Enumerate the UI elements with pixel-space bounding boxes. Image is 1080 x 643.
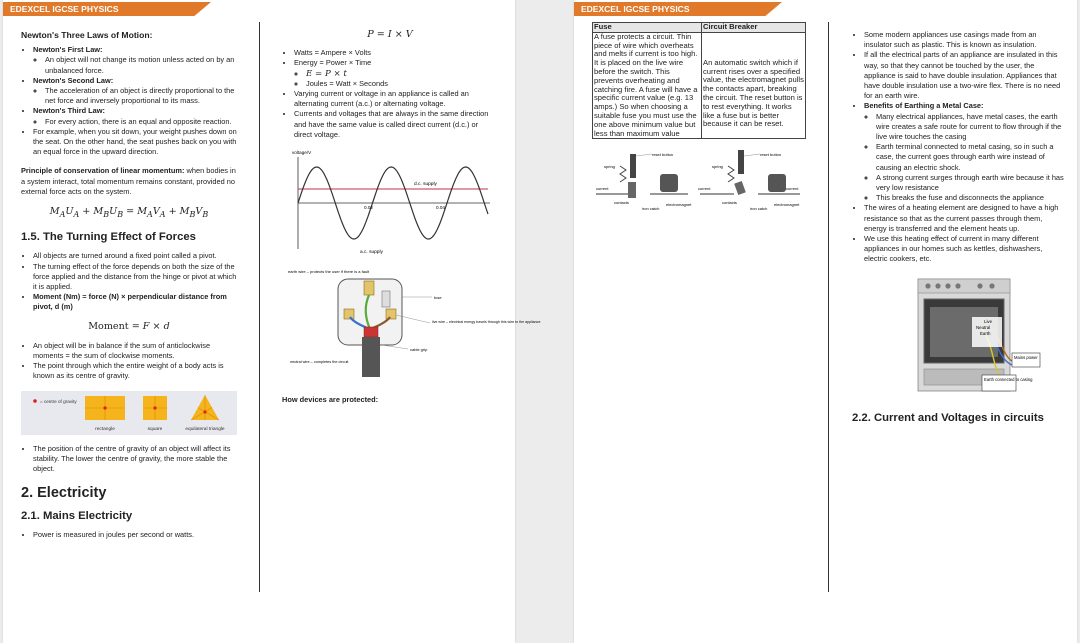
oven-earthing-diagram (852, 275, 1066, 401)
watts-text: • Watts = Ampere × Volts (294, 48, 498, 58)
table-header: Circuit Breaker (702, 23, 806, 33)
earth-point-3: ◦ A strong current surges through earth wire because it has very low resistance (876, 173, 1066, 193)
stability-text: • The position of the centre of gravity of an object will affect its stability. The lower the centre of gravity, the more stable the object. (33, 444, 237, 475)
newton-title: Newton's Three Laws of Motion: (21, 30, 153, 40)
electricity-title: 2. Electricity (21, 485, 107, 502)
tick-label: 0.04 (436, 205, 445, 211)
earth-connected-label: Earth connected to casing (984, 376, 1033, 382)
mains-title: 2.1. Mains Electricity (21, 510, 133, 523)
left-column (21, 30, 237, 540)
cable-grip-label: cable grip (410, 347, 428, 353)
breaker-closed (596, 152, 692, 211)
protected-heading: How devices are protected: (282, 395, 379, 405)
cog-text: • The point through which the entire weight of a body acts is known as its centre of gravity. (33, 361, 237, 381)
table-cell (702, 32, 806, 139)
current-label: current (698, 186, 711, 192)
turning-point-2: • The turning effect of the force depends on both the size of the force applied and the distance from the hinge or pivot at which it is applied. (33, 262, 237, 293)
turning-point-1: • All objects are turned around a fixed point called a pivot. (33, 251, 237, 261)
header-tab: EDEXCEL IGCSE PHYSICS (574, 2, 782, 16)
cog-legend: = centre of gravity (40, 398, 77, 404)
power-text: • Power is measured in joules per second or watts. (33, 530, 237, 540)
momentum-paragraph (21, 166, 237, 197)
header-tab: EDEXCEL IGCSE PHYSICS (3, 2, 211, 16)
right-column (282, 29, 541, 405)
centre-of-gravity-figure (21, 391, 237, 435)
first-law: • Newton's First Law: (33, 45, 237, 55)
oven-neutral-label: Neutral (976, 324, 991, 330)
table-cell: A fuse protects a circuit. Thin piece of wire which overheats and melts if current is too high. It is placed on the live wire before the switch. This prevents overheating and catching fire. A fuse will have a specific current value (e.g. 13 amps.) So when choosing a suitable fuse you must use the one above minimum value but less than maximum value (593, 32, 702, 139)
column-divider (259, 22, 260, 592)
heating-use-text: • We use this heating effect of current in many different appliances in our homes such as kettles, dishwashers, electric cookers, etc. (864, 234, 1066, 265)
balance-text: • An object will be in balance if the sum of anticlockwise moments = the sum of clockwise moments. (33, 341, 237, 361)
current-voltage-title: 2.2. Current and Voltages in circuits (852, 411, 1044, 424)
third-law-text: ◦ For every action, there is an equal and opposite reaction. (45, 117, 237, 127)
column-divider (828, 22, 829, 592)
example-text: • For example, when you sit down, your weight pushes down on the seat. On the other hand, the seat pushes back on you with an equal force in the upward direction. (33, 127, 237, 158)
reset-label: reset button (760, 152, 782, 158)
circuit-breaker-diagram (592, 148, 806, 228)
fuse-breaker-table (592, 22, 806, 139)
cog-dot-icon (33, 399, 37, 403)
earth-wire-label: earth wire – protects the user if there is a fault (288, 269, 370, 275)
first-law-text: ◦ An object will not change its motion unless acted on by an unbalanced force. (45, 55, 237, 75)
table-cell-text: An automatic switch which if current rises over a specified value, the electromagnet pulls the contacts apart, breaking the circuit. The reset button is to rest everything. It works like a fuse but is better because it can be reset. (703, 57, 804, 129)
energy-text: • Energy = Power × Time (294, 58, 498, 68)
table-header: Fuse (593, 23, 702, 33)
page-right (574, 0, 1077, 643)
tick-label: 0.02 (364, 205, 373, 211)
iron-catch-label: iron catch (642, 206, 660, 212)
spring-label: spring (712, 164, 723, 170)
dc-label: d.c. supply (414, 182, 437, 188)
reset-label: reset button (652, 152, 674, 158)
turning-title: 1.5. The Turning Effect of Forces (21, 231, 196, 244)
oven-earth-label: Earth (980, 330, 991, 336)
left-column (592, 22, 806, 228)
breaker-open (698, 150, 800, 211)
page-left (3, 0, 541, 643)
momentum-text: when bodies in a system interact, total momentum remains constant, provided no external force acts on the system. (21, 166, 236, 196)
second-law: • Newton's Second Law: (33, 76, 237, 86)
current-label: current (786, 186, 799, 192)
spring-label: spring (604, 164, 615, 170)
live-wire-label: live wire – electrical energy travels through this wire to the appliance (432, 320, 541, 325)
energy-equation: ◦ E = P × t (306, 69, 498, 79)
heating-text: • The wires of a heating element are designed to have a high resistance so that as the current passes through them, energy is transferred and the element heats up. (864, 203, 1066, 234)
shape-label: equilateral triangle (185, 426, 225, 432)
iron-catch-label: iron catch (750, 206, 768, 212)
fuse-label: fuse (434, 295, 442, 301)
ac-dc-graph (282, 149, 498, 261)
casing-text-1: • Some modern appliances use casings made from an insulator such as plastic. This is known as insulation. (864, 30, 1066, 50)
mains-power-label: Mains power (1014, 354, 1038, 360)
electromagnet-label: electromagnet (666, 202, 692, 208)
ac-label: a.c. supply (360, 250, 383, 256)
neutral-wire-label: neutral wire – completes the circuit (290, 360, 349, 365)
dc-text: • Currents and voltages that are always in the same direction and have the same value is called direct current (d.c.) or direct voltage. (294, 109, 498, 140)
electromagnet-label: electromagnet (774, 202, 800, 208)
casing-text-2: • If all the electrical parts of an appliance are insulated in this way, so that they cannot be touched by the user, the appliance is said to have double insulation. Appliances that have double insulation use a two-wire flex. There is no need for an earth wire. (864, 50, 1066, 101)
ac-text: • Varying current or voltage in an appliance is called an alternating current (a.c.) or alternating voltage. (294, 89, 498, 109)
graph-ylabel: voltage/V (292, 150, 312, 156)
joules-text: ◦ Joules = Watt × Seconds (306, 79, 498, 89)
contacts-label: contacts (722, 200, 737, 206)
shape-label: rectangle (95, 426, 115, 432)
earth-point-4: ◦ This breaks the fuse and disconnects the appliance (876, 193, 1066, 203)
momentum-bold: Principle of conservation of linear momentum: (21, 166, 185, 176)
earth-point-2: ◦ Earth terminal connected to metal casing, so in such a case, the current goes through earth wire instead of causing an electric shock. (876, 142, 1066, 173)
oven-live-label: Live (984, 318, 993, 324)
second-law-text: ◦ The acceleration of an object is directly proportional to the net force and inversely proportional to its mass. (45, 86, 237, 106)
right-column (852, 30, 1066, 423)
current-label: current (596, 186, 609, 192)
earthing-title: • Benefits of Earthing a Metal Case: (864, 101, 1066, 111)
momentum-equation: $M_AU_A + M_BU_B = M_AV_A + M_BV_B$ (49, 206, 209, 219)
moment-definition: • Moment (Nm) = force (N) × perpendicular distance from pivot, d (m) (33, 292, 237, 312)
moment-equation: Moment = F × d (88, 320, 170, 332)
power-equation: P = I × V (367, 29, 413, 40)
third-law: • Newton's Third Law: (33, 106, 237, 116)
plug-diagram (282, 265, 541, 385)
shape-label: square (147, 426, 163, 432)
contacts-label: contacts (614, 200, 629, 206)
earth-point-1: ◦ Many electrical appliances, have metal cases, the earth wire creates a safe route for current to flow through if the live wire touches the casing (876, 112, 1066, 143)
